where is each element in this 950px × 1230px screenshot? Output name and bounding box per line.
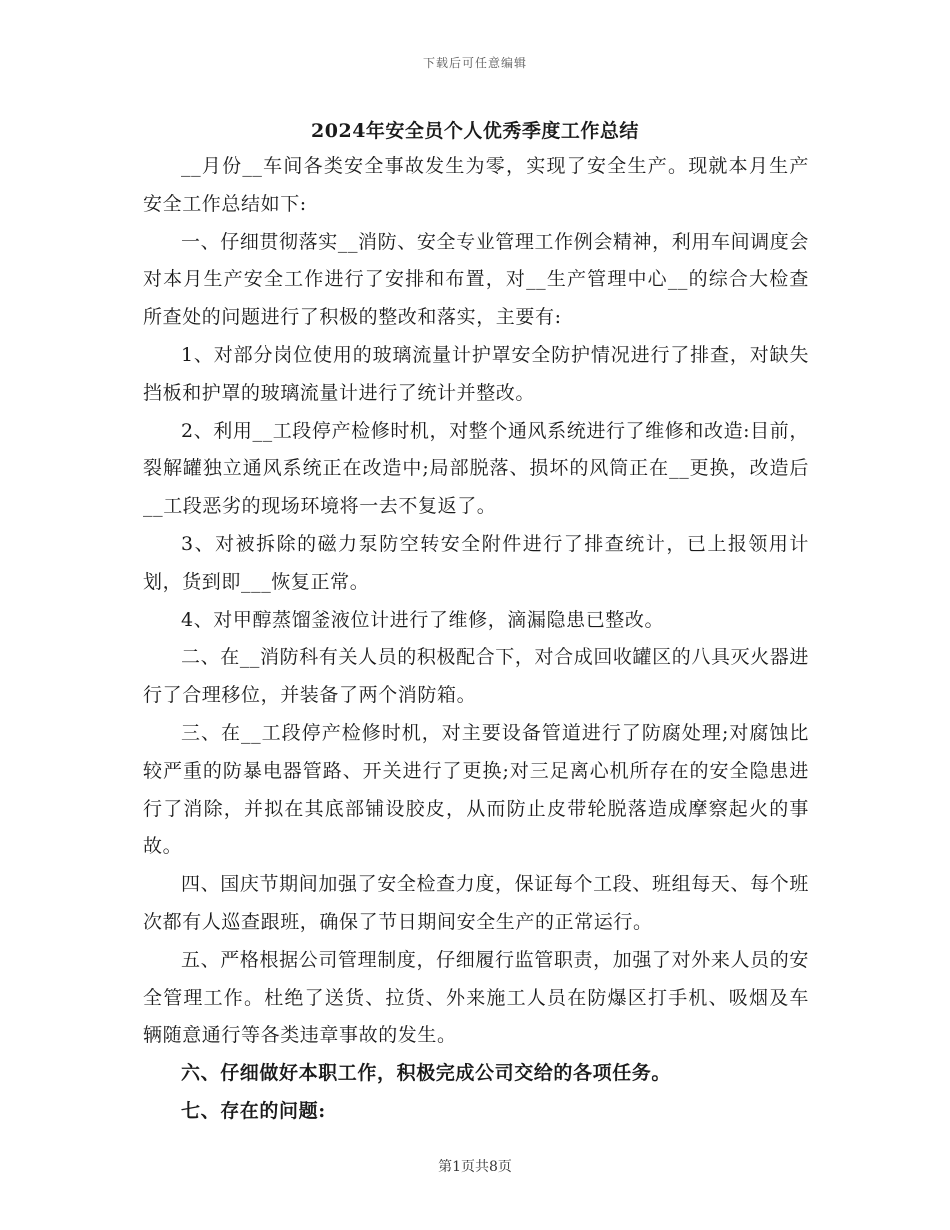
document-title: 2024年安全员个人优秀季度工作总结 (311, 120, 639, 142)
paragraph-item-3: 3、对被拆除的磁力泵防空转安全附件进行了排查统计，已上报领用计划，货到即___恢复正常。 (143, 532, 809, 593)
paragraph-section-1: 一、仔细贯彻落实__消防、安全专业管理工作例会精神，利用车间调度会对本月生产安全工作进行了安排和布置，对__生产管理中心__的综合大检查所查处的问题进行了积极的整改和落实，主要有: (143, 230, 809, 329)
page-header-note: 下载后可任意编辑 (422, 56, 527, 70)
paragraph-section-4: 四、国庆节期间加强了安全检查力度，保证每个工段、班组每天、每个班次都有人巡查跟班，确保了节日期间安全生产的正常运行。 (143, 873, 809, 933)
paragraph-section-7: 七、存在的问题: (181, 1099, 326, 1122)
paragraph-section-3: 三、在__工段停产检修时机，对主要设备管道进行了防腐处理;对腐蚀比较严重的防暴电器管路、开关进行了更换;对三足离心机所存在的安全隐患进行了消除，并拟在其底部铺设胶皮，从而防止皮带轮脱落造成摩察起火的事故。 (143, 721, 809, 858)
paragraph-section-2: 二、在__消防科有关人员的积极配合下，对合成回收罐区的八具灭火器进行了合理移位，并装备了两个消防箱。 (143, 646, 809, 707)
paragraph-item-4: 4、对甲醇蒸馏釜液位计进行了维修，滴漏隐患已整改。 (181, 608, 665, 631)
paragraph-intro: __月份__车间各类安全事故发生为零，实现了安全生产。现就本月生产安全工作总结如下: (143, 155, 809, 215)
paragraph-section-5: 五、严格根据公司管理制度，仔细履行监管职责，加强了对外来人员的安全管理工作。杜绝了送货、拉货、外来施工人员在防爆区打手机、吸烟及车辆随意通行等各类违章事故的发生。 (143, 948, 809, 1047)
paragraph-item-1: 1、对部分岗位使用的玻璃流量计护罩安全防护情况进行了排查，对缺失挡板和护罩的玻璃流量计进行了统计并整改。 (143, 343, 809, 404)
paragraph-section-6: 六、仔细做好本职工作，积极完成公司交给的各项任务。 (181, 1062, 672, 1085)
paragraph-item-2: 2、利用__工段停产检修时机，对整个通风系统进行了维修和改造:目前，裂解罐独立通风系统正在改造中;局部脱落、损坏的风筒正在__更换，改造后__工段恶劣的现场环境将一去不复返了。 (143, 419, 809, 518)
page-number-indicator: 第1页共8页 (438, 1159, 512, 1175)
document-body (143, 148, 809, 1131)
